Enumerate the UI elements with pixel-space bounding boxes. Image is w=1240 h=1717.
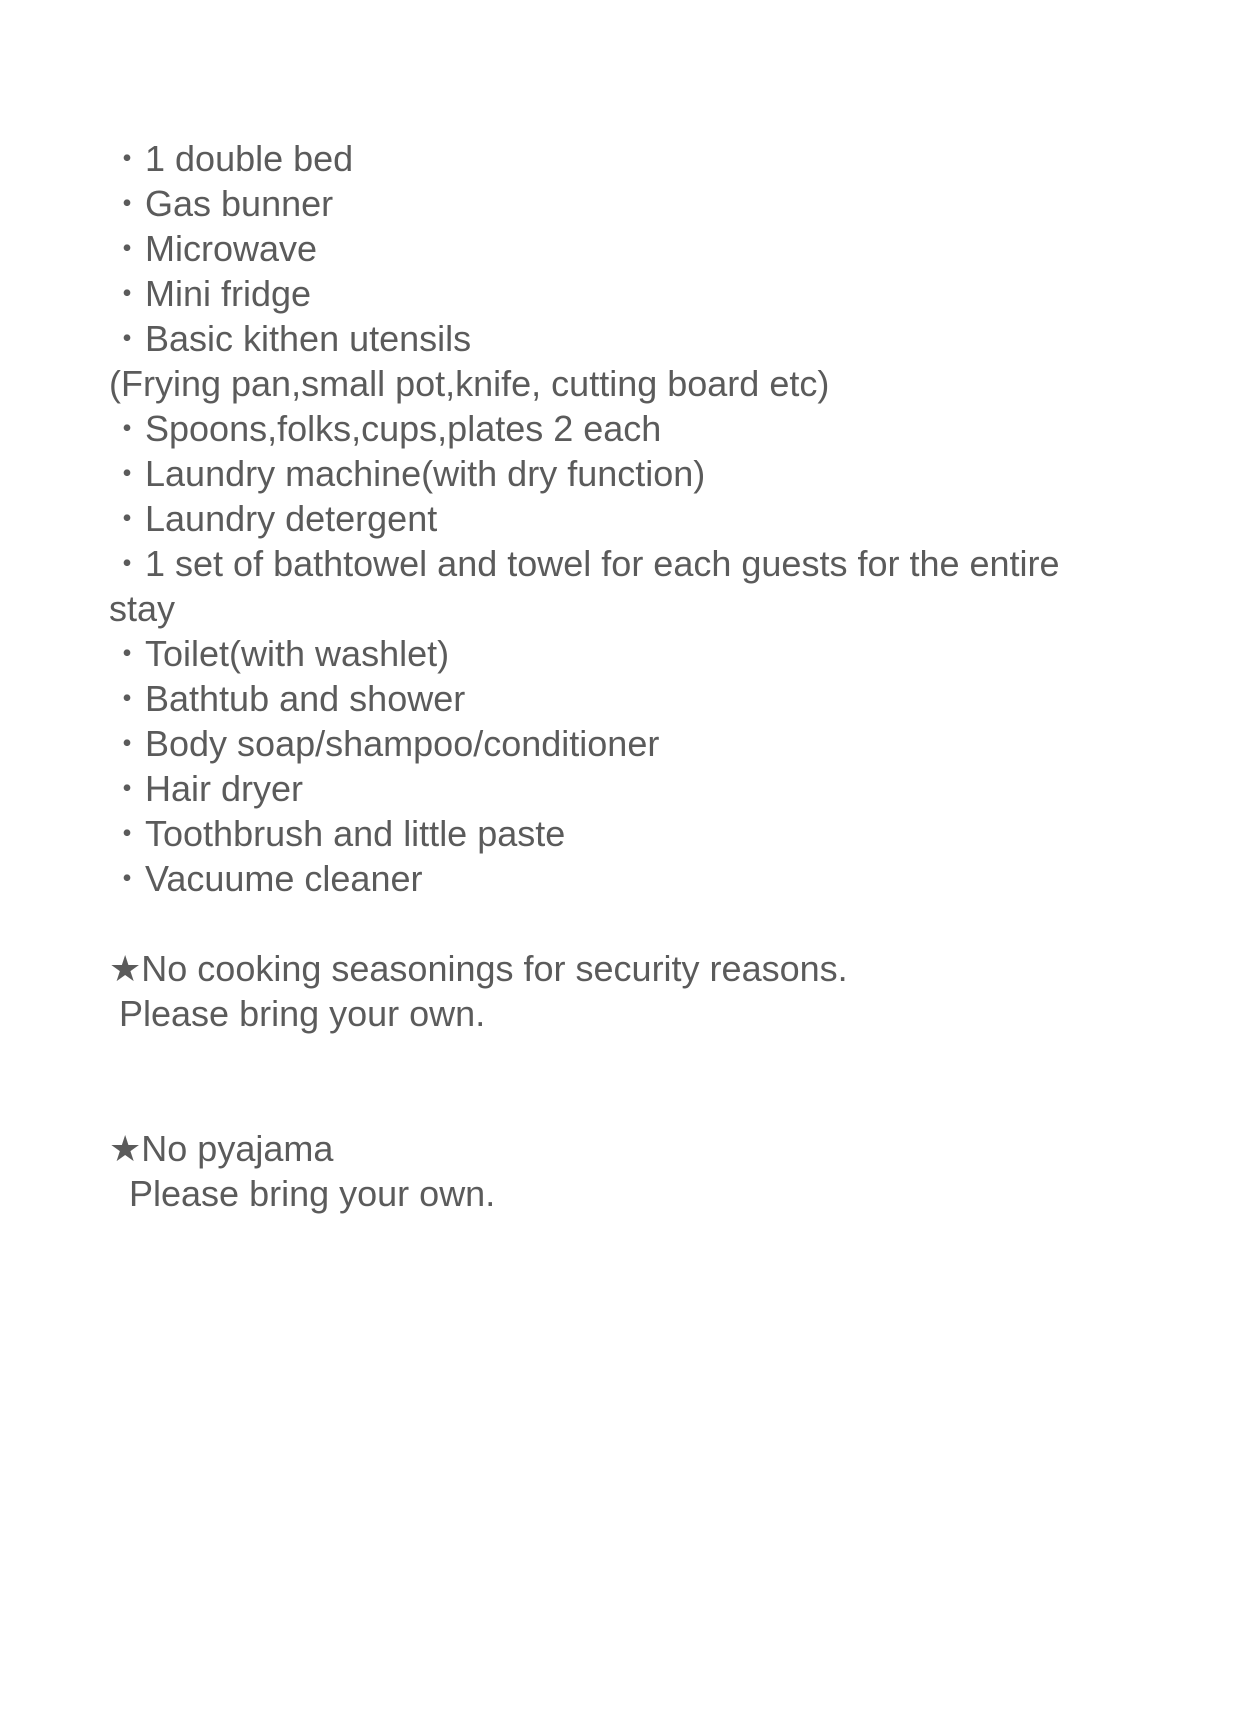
amenity-item-detail: (Frying pan,small pot,knife, cutting board etc): [109, 363, 830, 404]
amenity-item: ・Toothbrush and little paste: [109, 813, 566, 854]
amenity-item: ・Bathtub and shower: [109, 678, 466, 719]
note-text: Please bring your own.: [109, 993, 486, 1034]
amenity-item: ・1 set of bathtowel and towel for each guests for the entire stay: [109, 543, 1060, 629]
amenity-item: ・Microwave: [109, 228, 318, 269]
note-heading: ★No cooking seasonings for security reasons.: [109, 948, 848, 989]
amenity-item: ・Basic kithen utensils: [109, 318, 472, 359]
amenity-item: ・Hair dryer: [109, 768, 304, 809]
amenity-item: ・1 double bed: [109, 138, 354, 179]
amenities-list: [109, 136, 1129, 901]
amenity-item: ・Toilet(with washlet): [109, 633, 450, 674]
amenity-item: ・Laundry machine(with dry function): [109, 453, 706, 494]
note-text: Please bring your own.: [109, 1173, 496, 1214]
note-seasonings: [109, 946, 1129, 1036]
amenity-item: ・Vacuume cleaner: [109, 858, 423, 899]
section-gap: [109, 901, 1129, 946]
amenity-item: ・Body soap/shampoo/conditioner: [109, 723, 660, 764]
note-pyjama: [109, 1126, 1129, 1216]
amenity-item: ・Mini fridge: [109, 273, 312, 314]
section-gap: [109, 1036, 1129, 1126]
amenity-item: ・Laundry detergent: [109, 498, 438, 539]
amenity-item: ・Gas bunner: [109, 183, 334, 224]
amenities-document: [109, 136, 1129, 1216]
note-heading: ★No pyajama: [109, 1128, 334, 1169]
amenity-item: ・Spoons,folks,cups,plates 2 each: [109, 408, 662, 449]
